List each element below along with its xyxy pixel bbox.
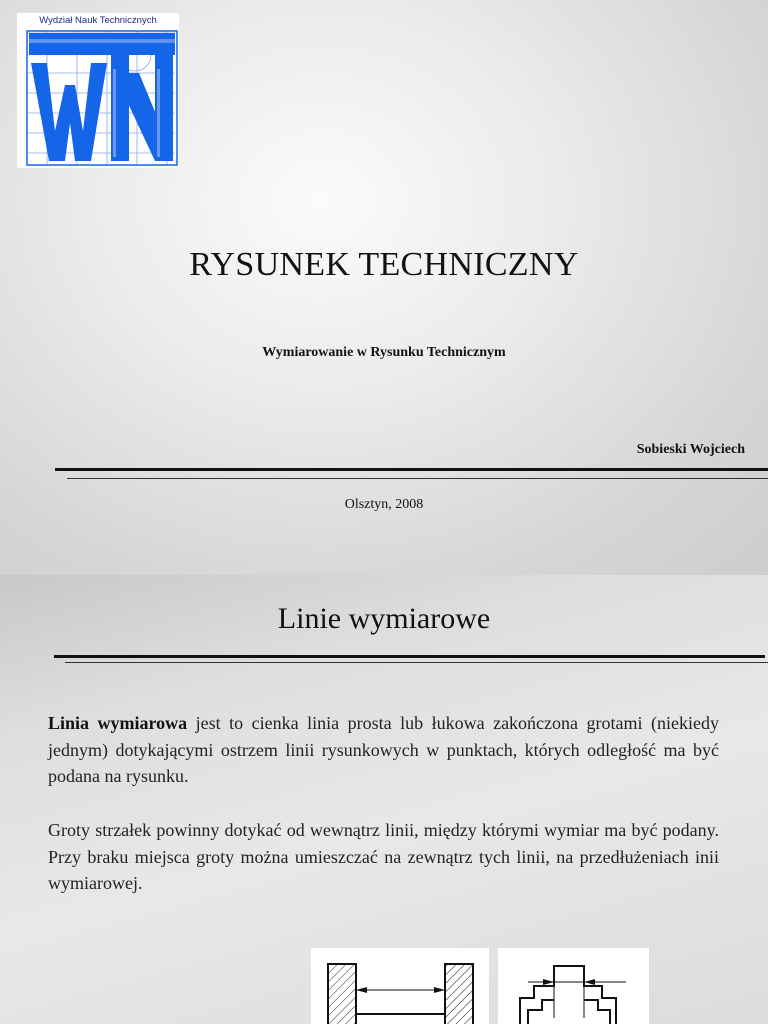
title-divider-thick	[55, 468, 768, 471]
logo-caption: Wydział Nauk Technicznych	[39, 15, 157, 26]
dimension-figure-outside	[498, 948, 649, 1024]
place-and-date: Olsztyn, 2008	[344, 497, 424, 512]
definition-text: jest to cienka linia prosta lub łukowa zakończona grotami (niekiedy jednym) dotykającymi ostrzem linii rysunkowych w punktach, których odległość ma być podana na rysunku.	[48, 713, 719, 786]
paragraph-arrowheads: Groty strzałek powinny dotykać od wewnątrz linii, między którymi wymiar ma być podany. Przy braku miejsca groty można umieszczać na zewnątrz tych linii, na przedłużeniach inii wymiarowej.	[48, 820, 719, 893]
wnt-logo-icon	[17, 13, 179, 168]
heading-divider-thick	[54, 655, 765, 658]
dimension-figure-inside	[311, 948, 489, 1024]
content-slide	[0, 575, 768, 1024]
paragraph-definition	[48, 710, 719, 790]
dimension-drawing-icon	[311, 948, 489, 1024]
stepped-profile-drawing-icon	[498, 948, 649, 1024]
faculty-logo	[17, 13, 179, 168]
presentation-title: RYSUNEK TECHNICZNY	[189, 246, 579, 283]
heading-divider-thin	[65, 662, 768, 663]
slide-heading: Linie wymiarowe	[277, 602, 491, 635]
term-bold: Linia wymiarowa	[48, 713, 188, 733]
author-name: Sobieski Wojciech	[636, 442, 745, 457]
presentation-subtitle: Wymiarowanie w Rysunku Technicznym	[262, 345, 506, 360]
title-divider-thin	[67, 478, 768, 479]
